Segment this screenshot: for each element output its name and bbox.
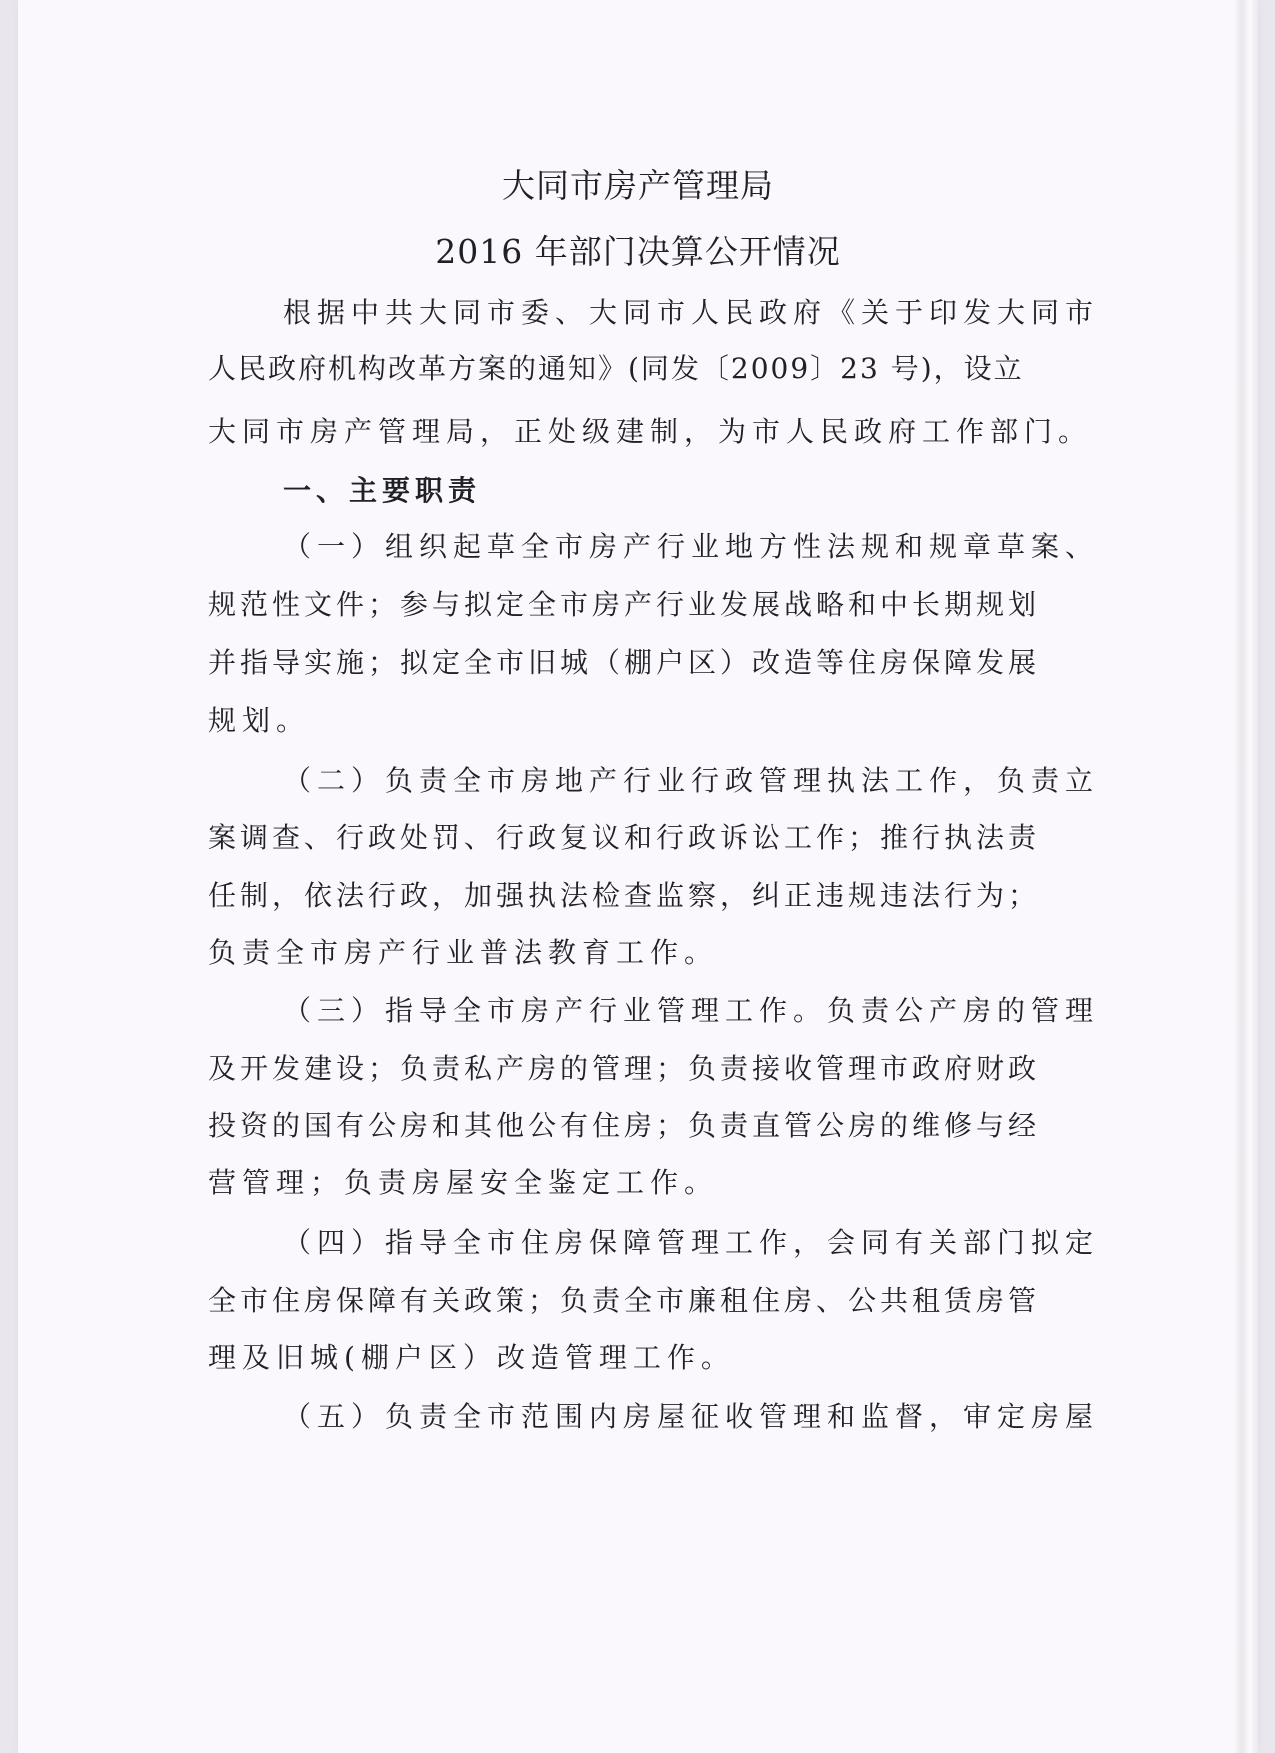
paragraph-intro-line-1: 根据中共大同市委、大同市人民政府《关于印发大同市	[283, 296, 1100, 329]
paragraph-intro-line-2: 人民政府机构改革方案的通知》(同发〔2009〕23 号)，设立	[208, 352, 1024, 385]
duty-1-line-1: （一）组织起草全市房产行业地方性法规和规章草案、	[283, 530, 1100, 563]
duty-4-line-1: （四）指导全市住房保障管理工作，会同有关部门拟定	[283, 1226, 1100, 1259]
duty-2-line-1: （二）负责全市房地产行业行政管理执法工作，负责立	[283, 764, 1100, 797]
duty-3-line-4: 营管理；负责房屋安全鉴定工作。	[208, 1166, 719, 1199]
duty-2-line-3: 任制，依法行政，加强执法检查监察，纠正违规违法行为；	[208, 879, 1041, 912]
duty-3-line-2: 及开发建设；负责私产房的管理；负责接收管理市政府财政	[208, 1052, 1041, 1085]
duty-2-line-4: 负责全市房产行业普法教育工作。	[208, 936, 719, 969]
duty-3-line-1: （三）指导全市房产行业管理工作。负责公产房的管理	[283, 994, 1100, 1027]
duty-5-line-1: （五）负责全市范围内房屋征收管理和监督，审定房屋	[283, 1400, 1100, 1433]
duty-1-line-3: 并指导实施；拟定全市旧城（棚户区）改造等住房保障发展	[208, 646, 1041, 679]
duty-4-line-2: 全市住房保障有关政策；负责全市廉租住房、公共租赁房管	[208, 1284, 1041, 1317]
duty-1-line-4: 规划。	[208, 704, 311, 737]
duty-2-line-2: 案调查、行政处罚、行政复议和行政诉讼工作；推行执法责	[208, 821, 1041, 854]
duty-4-line-3: 理及旧城(棚户区）改造管理工作。	[208, 1341, 735, 1374]
paragraph-intro-line-3: 大同市房产管理局，正处级建制，为市人民政府工作部门。	[208, 415, 1093, 448]
document-title-line-1: 大同市房产管理局	[502, 166, 774, 205]
document-title-line-2: 2016 年部门决算公开情况	[435, 232, 841, 271]
section-heading-main-duties: 一、主要职责	[283, 474, 482, 507]
scanned-document-page	[18, 0, 1258, 1753]
duty-3-line-3: 投资的国有公房和其他公有住房；负责直管公房的维修与经	[208, 1109, 1041, 1142]
duty-1-line-2: 规范性文件；参与拟定全市房产行业发展战略和中长期规划	[208, 588, 1041, 621]
